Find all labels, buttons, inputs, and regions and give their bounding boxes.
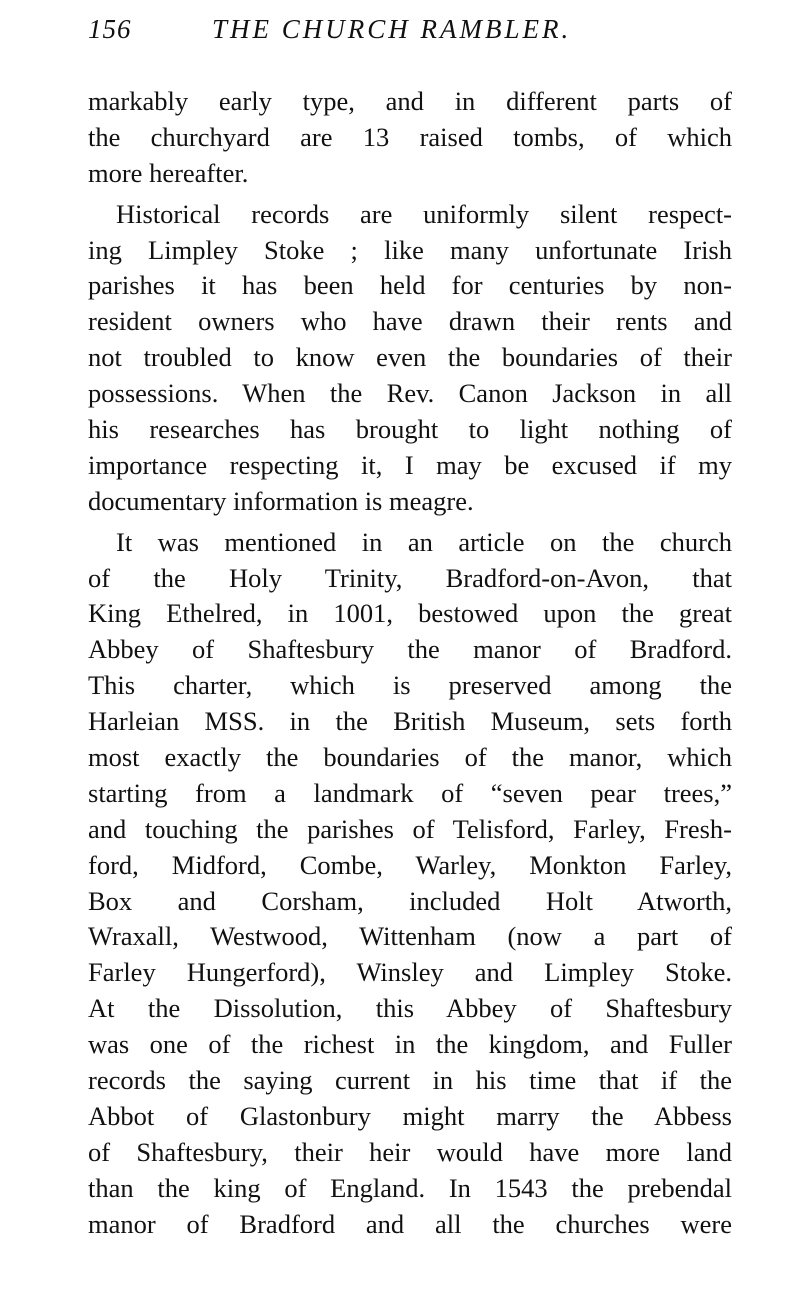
text-line: of the Holy Trinity, Bradford-on-Avon, that: [88, 562, 732, 593]
text-line: records the saying current in his time that if the: [88, 1065, 732, 1096]
text-line: Farley Hungerford), Winsley and Limpley Stoke.: [88, 957, 732, 988]
text-line: most exactly the boundaries of the manor, which: [88, 742, 732, 773]
text-line: ing Limpley Stoke ; like many unfortunate Irish: [88, 234, 732, 265]
text-line: resident owners who have drawn their rents and: [88, 306, 732, 337]
text-line: of Shaftesbury, their heir would have more land: [88, 1136, 732, 1167]
body-text: [88, 84, 732, 1243]
text-line: At the Dissolution, this Abbey of Shaftesbury: [88, 993, 732, 1024]
text-line: Wraxall, Westwood, Wittenham (now a part of: [88, 921, 732, 952]
text-line: and touching the parishes of Telisford, Farley, Fresh-: [88, 813, 732, 844]
text-line: importance respecting it, I may be excused if my: [88, 449, 732, 480]
text-line: not troubled to know even the boundaries of their: [88, 342, 732, 373]
text-line: starting from a landmark of “seven pear trees,”: [88, 777, 732, 808]
text-line: was one of the richest in the kingdom, and Fuller: [88, 1029, 732, 1060]
text-line: This charter, which is preserved among the: [88, 670, 732, 701]
running-title: THE CHURCH RAMBLER.: [212, 14, 572, 44]
text-line: manor of Bradford and all the churches were: [88, 1208, 732, 1239]
text-line: Harleian MSS. in the British Museum, sets forth: [88, 706, 732, 737]
text-line: Box and Corsham, included Holt Atworth,: [88, 885, 732, 916]
page-number: 156: [88, 14, 132, 44]
text-line: the churchyard are 13 raised tombs, of which: [88, 121, 732, 152]
text-line: more hereafter.: [88, 157, 249, 188]
page-header: [88, 14, 728, 58]
text-line: Historical records are uniformly silent respect-: [116, 198, 732, 229]
text-line: King Ethelred, in 1001, bestowed upon the great: [88, 598, 732, 629]
text-line: his researches has brought to light nothing of: [88, 414, 732, 445]
text-line: documentary information is meagre.: [88, 485, 474, 516]
text-line: Abbey of Shaftesbury the manor of Bradford.: [88, 634, 732, 665]
text-line: than the king of England. In 1543 the prebendal: [88, 1172, 732, 1203]
text-line: possessions. When the Rev. Canon Jackson in all: [88, 378, 732, 409]
text-line: ford, Midford, Combe, Warley, Monkton Farley,: [88, 849, 732, 880]
text-line: markably early type, and in different parts of: [88, 86, 732, 116]
text-line: parishes it has been held for centuries by non-: [88, 270, 732, 301]
text-line: It was mentioned in an article on the church: [116, 526, 732, 557]
text-line: Abbot of Glastonbury might marry the Abbess: [88, 1100, 732, 1131]
